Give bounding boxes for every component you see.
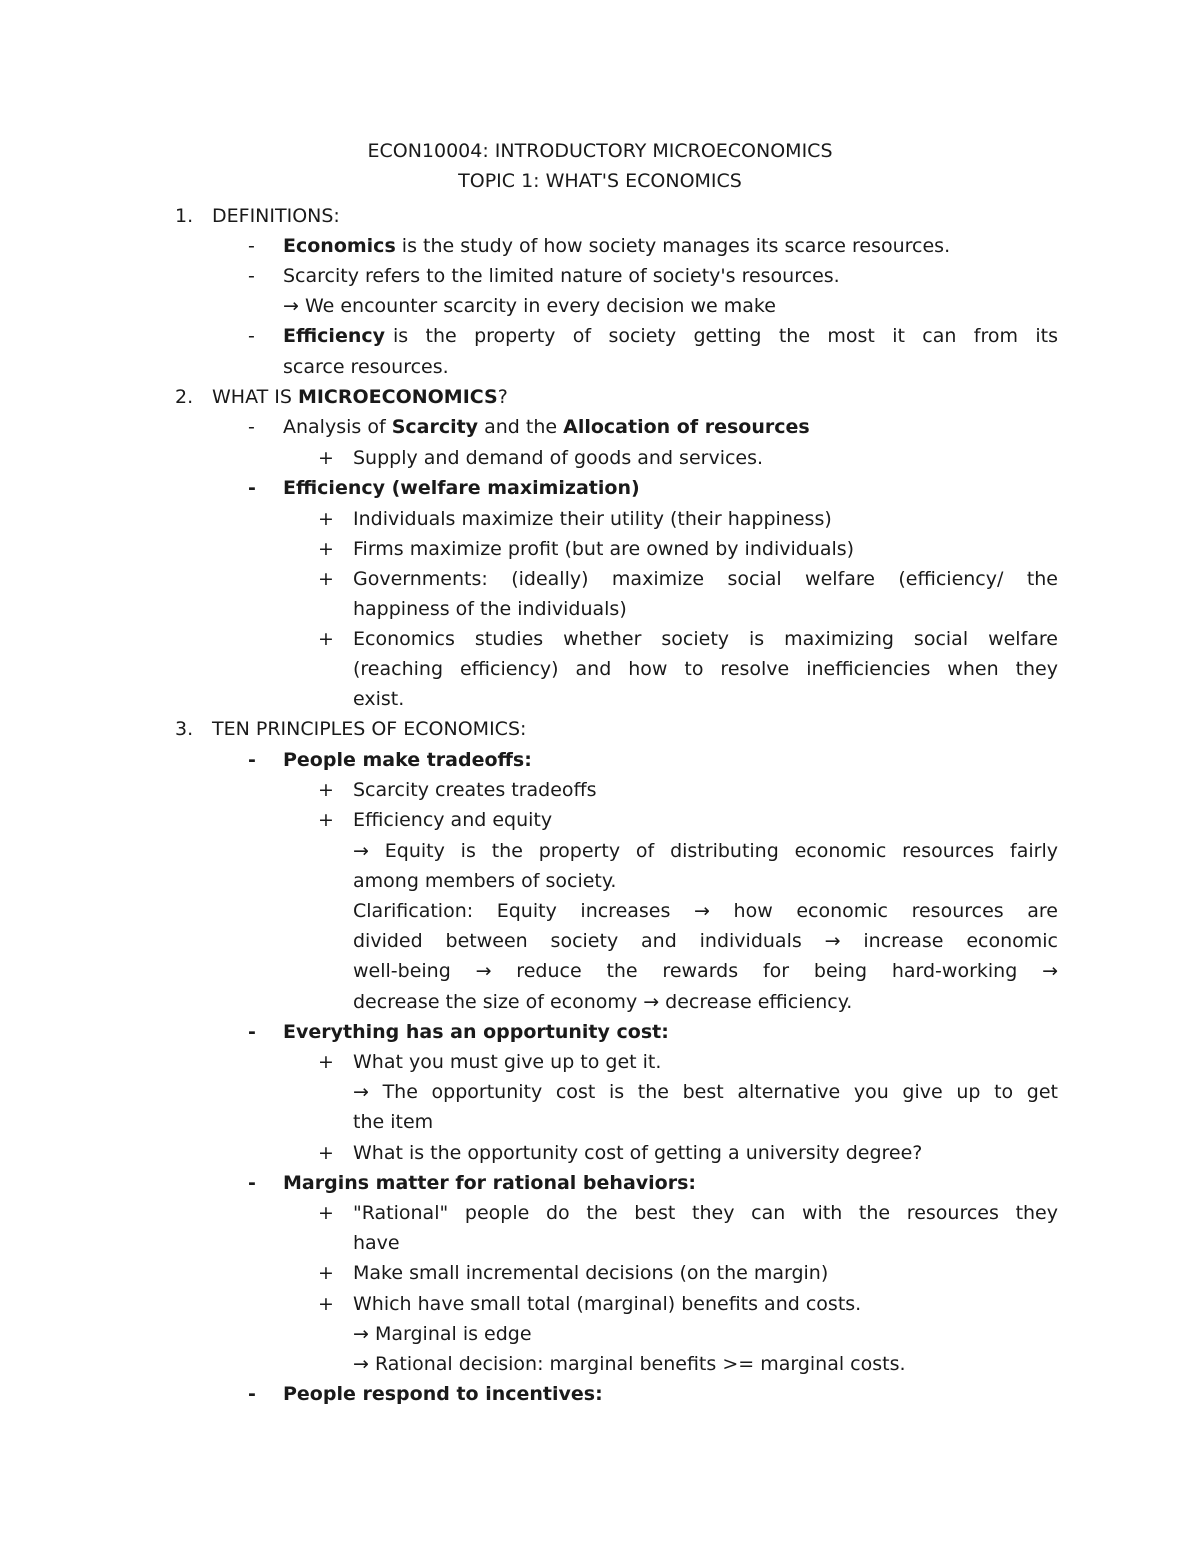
clarification-note: Clarification: Equity increases → how economic resources are	[353, 900, 1058, 922]
sub-item: Which have small total (marginal) benefits and costs.	[353, 1293, 862, 1315]
sub-item: What is the opportunity cost of getting a university degree?	[353, 1142, 923, 1164]
topic-title: TOPIC 1: WHAT'S ECONOMICS	[458, 170, 742, 192]
sub-note-continuation: among members of society.	[353, 870, 617, 892]
sub-item: Governments: (ideally) maximize social welfare (efficiency/ the	[353, 568, 1058, 590]
sub-item: Individuals maximize their utility (their happiness)	[353, 508, 832, 530]
plus-bullet: +	[318, 809, 334, 831]
section-number: 1.	[175, 205, 194, 227]
clarification-note: decrease the size of economy → decrease efficiency.	[353, 991, 853, 1013]
list-item: Scarcity refers to the limited nature of society's resources.	[283, 265, 840, 287]
dash-bullet: -	[248, 1021, 256, 1043]
dash-bullet: -	[248, 416, 255, 438]
dash-bullet: -	[248, 265, 255, 287]
plus-bullet: +	[318, 447, 334, 469]
dash-bullet: -	[248, 325, 255, 347]
list-item-continuation: scarce resources.	[283, 356, 449, 378]
dash-bullet: -	[248, 235, 255, 257]
sub-item-continuation: (reaching efficiency) and how to resolve inefficiencies when they	[353, 658, 1058, 680]
principle-heading: Everything has an opportunity cost:	[283, 1021, 669, 1043]
list-item: Economics is the study of how society manages its scarce resources.	[283, 235, 951, 257]
plus-bullet: +	[318, 779, 334, 801]
sub-item: Firms maximize profit (but are owned by individuals)	[353, 538, 855, 560]
section-title: TEN PRINCIPLES OF ECONOMICS:	[212, 718, 527, 740]
principle-heading: Margins matter for rational behaviors:	[283, 1172, 696, 1194]
section-title: DEFINITIONS:	[212, 205, 340, 227]
sub-item: "Rational" people do the best they can with the resources they	[353, 1202, 1058, 1224]
sub-note: → Equity is the property of distributing economic resources fairly	[353, 840, 1058, 862]
sub-item-continuation: exist.	[353, 688, 405, 710]
sub-note: → Marginal is edge	[353, 1323, 532, 1345]
sub-item: Efficiency and equity	[353, 809, 553, 831]
list-item: Analysis of Scarcity and the Allocation of resources	[283, 416, 810, 438]
course-title: ECON10004: INTRODUCTORY MICROECONOMICS	[367, 140, 833, 162]
plus-bullet: +	[318, 628, 334, 650]
list-note: → We encounter scarcity in every decision we make	[283, 295, 776, 317]
plus-bullet: +	[318, 1142, 334, 1164]
plus-bullet: +	[318, 568, 334, 590]
list-item: Efficiency is the property of society getting the most it can from its	[283, 325, 1058, 347]
sub-item: What you must give up to get it.	[353, 1051, 662, 1073]
plus-bullet: +	[318, 1293, 334, 1315]
dash-bullet: -	[248, 749, 256, 771]
sub-item-continuation: happiness of the individuals)	[353, 598, 627, 620]
sub-item: Economics studies whether society is maximizing social welfare	[353, 628, 1058, 650]
section-title: WHAT IS MICROECONOMICS?	[212, 386, 508, 408]
sub-note: → Rational decision: marginal benefits >= marginal costs.	[353, 1353, 906, 1375]
plus-bullet: +	[318, 538, 334, 560]
sub-note: → The opportunity cost is the best alternative you give up to get	[353, 1081, 1058, 1103]
section-number: 2.	[175, 386, 194, 408]
principle-heading: People respond to incentives:	[283, 1383, 603, 1405]
clarification-note: divided between society and individuals → increase economic	[353, 930, 1058, 952]
clarification-note: well-being → reduce the rewards for being hard-working →	[353, 960, 1058, 982]
sub-note-continuation: the item	[353, 1111, 434, 1133]
section-number: 3.	[175, 718, 194, 740]
sub-item-continuation: have	[353, 1232, 400, 1254]
dash-bullet: -	[248, 477, 256, 499]
list-item: Efficiency (welfare maximization)	[283, 477, 640, 499]
dash-bullet: -	[248, 1383, 256, 1405]
sub-item: Supply and demand of goods and services.	[353, 447, 764, 469]
plus-bullet: +	[318, 1262, 334, 1284]
plus-bullet: +	[318, 1202, 334, 1224]
dash-bullet: -	[248, 1172, 256, 1194]
plus-bullet: +	[318, 508, 334, 530]
plus-bullet: +	[318, 1051, 334, 1073]
sub-item: Make small incremental decisions (on the margin)	[353, 1262, 829, 1284]
sub-item: Scarcity creates tradeoffs	[353, 779, 597, 801]
principle-heading: People make tradeoffs:	[283, 749, 532, 771]
